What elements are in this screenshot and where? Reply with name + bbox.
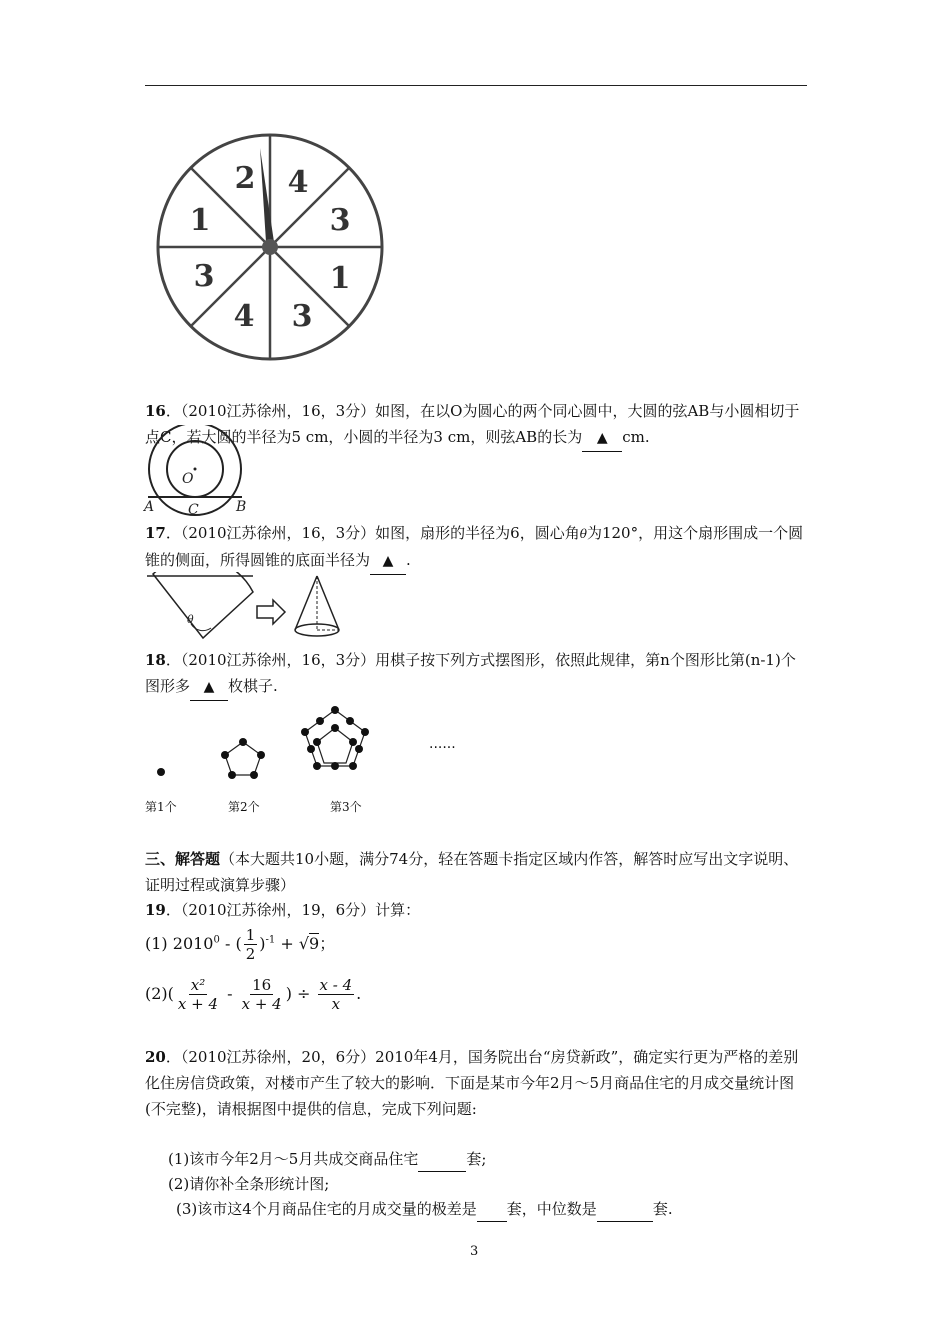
expr-text: - ( [219, 934, 242, 953]
spinner-figure [150, 130, 400, 370]
question-text-end: . [406, 551, 411, 569]
expr-text: . [356, 984, 362, 1003]
sqrt-sign: √ [298, 934, 310, 953]
expr-1 [145, 926, 335, 963]
expr-text: 2010 [172, 934, 214, 953]
caption-3: 第3个 [330, 800, 362, 814]
question-number: 16 [145, 402, 166, 420]
question-text-end: 枚棋子. [228, 677, 278, 695]
expr-text: ( [167, 984, 174, 1003]
right-arrow-icon [257, 600, 285, 624]
sector-label: 3 [329, 203, 351, 238]
label-b: B [236, 499, 247, 515]
q20-item-3: (3)该市这4个月商品住宅的月成交量的极差是 套，中位数是 套. [176, 1197, 673, 1222]
theta-label: θ [187, 613, 194, 626]
sector-label: 4 [287, 165, 309, 200]
expr-text: ÷ [291, 984, 316, 1003]
sector-label: 2 [234, 161, 256, 196]
page-number: 3 [470, 1244, 479, 1259]
pointer-needle [260, 148, 274, 242]
answer-mark: ▲ [596, 430, 608, 446]
answer-blank [582, 424, 622, 452]
q20-item-1: (1)该市今年2月～5月共成交商品住宅 套; [168, 1147, 486, 1172]
fraction: $\frac{16}{x + 4}$ [241, 976, 282, 1013]
question-text: 为120°，用这个扇形围成一个圆锥的侧面，所得圆锥的底面半径为 [145, 524, 804, 569]
expr-text: - [222, 984, 238, 1003]
question-18 [145, 647, 807, 701]
expr-text: ) [259, 934, 266, 953]
exponent: -1 [265, 934, 276, 946]
expr-2 [145, 976, 361, 1013]
sector-label: 1 [189, 203, 211, 238]
ellipsis-dots: ······ [429, 740, 456, 756]
label-o: O [182, 471, 194, 487]
answer-mark: ▲ [382, 553, 394, 569]
question-number: 17 [145, 524, 166, 542]
chess-pattern-figure [145, 700, 505, 800]
expr-text: + [275, 934, 299, 953]
sector-to-cone-figure [145, 572, 365, 644]
caption-1: 第1个 [145, 800, 177, 814]
sector-label: 1 [329, 261, 351, 296]
caption-2: 第2个 [228, 800, 260, 814]
label-a: A [144, 499, 155, 515]
sector-label: 3 [193, 259, 215, 294]
answer-mark: ▲ [203, 679, 215, 695]
question-19 [145, 897, 807, 923]
cone-icon [295, 576, 339, 636]
fraction: $\frac{1}{2}$ [245, 926, 256, 963]
question-text: ．（2010江苏徐州，19，6分）计算： [165, 901, 421, 919]
question-number: 18 [145, 651, 166, 669]
question-number: 19 [145, 901, 166, 919]
part-label: (2) [145, 984, 168, 1003]
pivot-dot [262, 239, 278, 255]
answer-blank [190, 673, 228, 701]
expr-text: ； [319, 934, 336, 953]
sector-label: 4 [233, 299, 255, 334]
expr-text: ) [285, 984, 292, 1003]
question-text: ．（2010江苏徐州，20，6分）2010年4月，国务院出台“房贷新政”，确定实行更为严格的差别化住房信贷政策，对楼市产生了较大的影响．下面是某市今年2月～5月商品住宅的月成交量统计图(不完整)，请根据图中提供的信息，完成下列问题: [145, 1048, 799, 1118]
question-20 [145, 1044, 807, 1122]
question-text: ．（2010江苏徐州，16，3分）用棋子按下列方式摆图形，依照此规律，第n个图形比第(n-1)个图形多 [145, 651, 796, 695]
question-number: 20 [145, 1048, 166, 1066]
sector-label: 3 [291, 299, 313, 334]
question-text: ．（2010江苏徐州，16，3分）如图，在以O为圆心的两个同心圆中，大圆的弦AB与小圆相切于点C，若大圆的半径为5 cm，小圆的半径为3 cm，则弦AB的长为 [145, 402, 800, 446]
question-17 [145, 520, 807, 575]
header-rule [145, 85, 807, 86]
concentric-circles-figure [142, 425, 262, 517]
section-3-header [145, 846, 807, 898]
section-desc: （本大题共10小题，满分74分，轻在答题卡指定区域内作答，解答时应写出文字说明、证明过程或演算步骤） [145, 850, 799, 894]
theta-symbol: θ [579, 527, 587, 541]
answer-blank [370, 547, 406, 575]
fraction: $\frac{\text{x²}}{x + 4}$ [177, 976, 219, 1013]
question-text: ．（2010江苏徐州，16，3分）如图，扇形的半径为6，圆心角 [165, 524, 580, 542]
question-text-end: cm. [622, 428, 650, 446]
section-title: 三、解答题 [145, 850, 221, 868]
sqrt-arg: 9 [309, 934, 320, 953]
part-label: (1) [145, 934, 168, 953]
label-c: C [188, 502, 199, 517]
exponent: 0 [213, 934, 220, 946]
q20-item-2: (2)请你补全条形统计图; [168, 1175, 330, 1193]
fraction: $\frac{x - 4}{x}$ [319, 976, 353, 1013]
